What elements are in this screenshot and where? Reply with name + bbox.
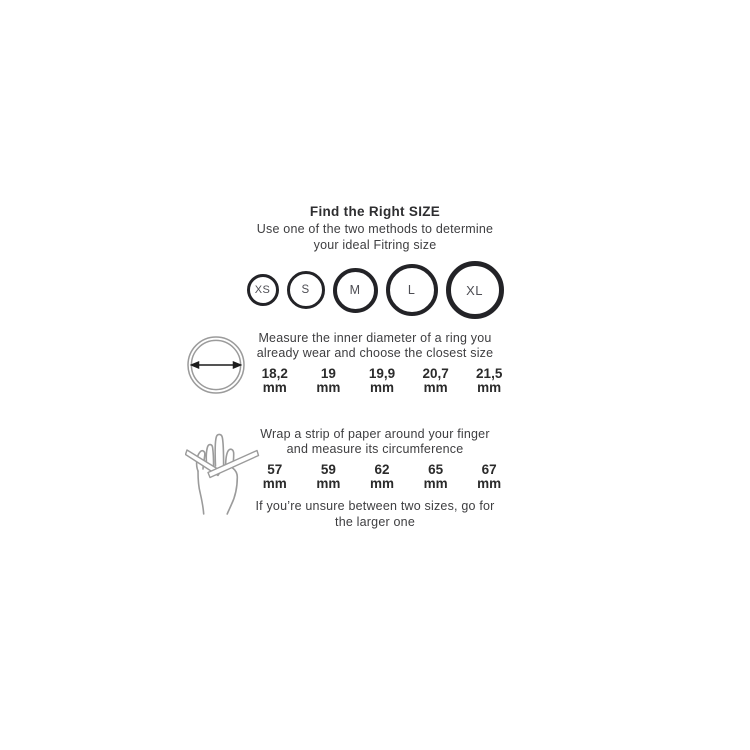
ring-size-label: S	[301, 284, 310, 296]
diameter-value-s	[302, 367, 356, 394]
diameter-number: 21,5	[476, 366, 503, 381]
subtitle	[0, 222, 750, 253]
circumference-value-xl	[462, 463, 516, 490]
diameter-instruction	[0, 331, 750, 361]
page-title: Find the Right SIZE	[309, 204, 441, 219]
circumference-value-m	[355, 463, 409, 490]
subtitle-line-2: your ideal Fitring size	[313, 237, 437, 252]
circumference-number: 62	[374, 462, 390, 477]
diameter-unit: mm	[477, 380, 502, 395]
diameter-value-xl	[462, 367, 516, 394]
circumference-number: 67	[481, 462, 497, 477]
footer-note	[0, 499, 750, 530]
ring-size-label: XS	[254, 284, 271, 296]
diameter-values	[248, 367, 516, 394]
ring-size-label: XL	[466, 282, 483, 298]
circumference-value-l	[409, 463, 463, 490]
diameter-unit: mm	[316, 380, 341, 395]
subtitle-line-1: Use one of the two methods to determine	[256, 222, 494, 236]
ring-size-xs	[247, 274, 279, 306]
ring-size-l	[386, 264, 438, 316]
circumference-instruction-line-2: and measure its circumference	[286, 442, 464, 456]
diameter-number: 20,7	[422, 366, 449, 381]
diameter-unit: mm	[423, 380, 448, 395]
circumference-value-s	[302, 463, 356, 490]
diameter-value-xs	[248, 367, 302, 394]
circumference-unit: mm	[316, 476, 341, 491]
circumference-instruction-line-1: Wrap a strip of paper around your finger	[260, 427, 490, 441]
ring-size-s	[287, 271, 325, 309]
ring-size-row	[0, 260, 750, 320]
circumference-number: 59	[320, 462, 336, 477]
circumference-unit: mm	[423, 476, 448, 491]
ring-size-label: M	[349, 283, 361, 297]
diameter-number: 19	[320, 366, 336, 381]
ring-size-xl	[446, 261, 504, 319]
diameter-value-m	[355, 367, 409, 394]
circumference-number: 57	[267, 462, 283, 477]
diameter-number: 19,9	[368, 366, 396, 381]
footer-note-line-1: If you’re unsure between two sizes, go for	[255, 499, 495, 513]
circumference-value-xs	[248, 463, 302, 490]
diameter-unit: mm	[369, 380, 394, 395]
ring-size-m	[333, 268, 378, 313]
diameter-unit: mm	[262, 380, 287, 395]
footer-note-line-2: the larger one	[335, 514, 415, 529]
diameter-instruction-line-2: already wear and choose the closest size	[256, 346, 494, 360]
circumference-instruction	[0, 427, 750, 457]
diameter-instruction-line-1: Measure the inner diameter of a ring you	[258, 331, 492, 345]
circumference-unit: mm	[477, 476, 502, 491]
circumference-values	[248, 463, 516, 490]
circumference-unit: mm	[262, 476, 287, 491]
header	[0, 203, 750, 253]
circumference-number: 65	[428, 462, 444, 477]
circumference-unit: mm	[369, 476, 394, 491]
diameter-number: 18,2	[261, 366, 288, 381]
ring-size-label: L	[407, 283, 416, 297]
diameter-value-l	[409, 367, 463, 394]
